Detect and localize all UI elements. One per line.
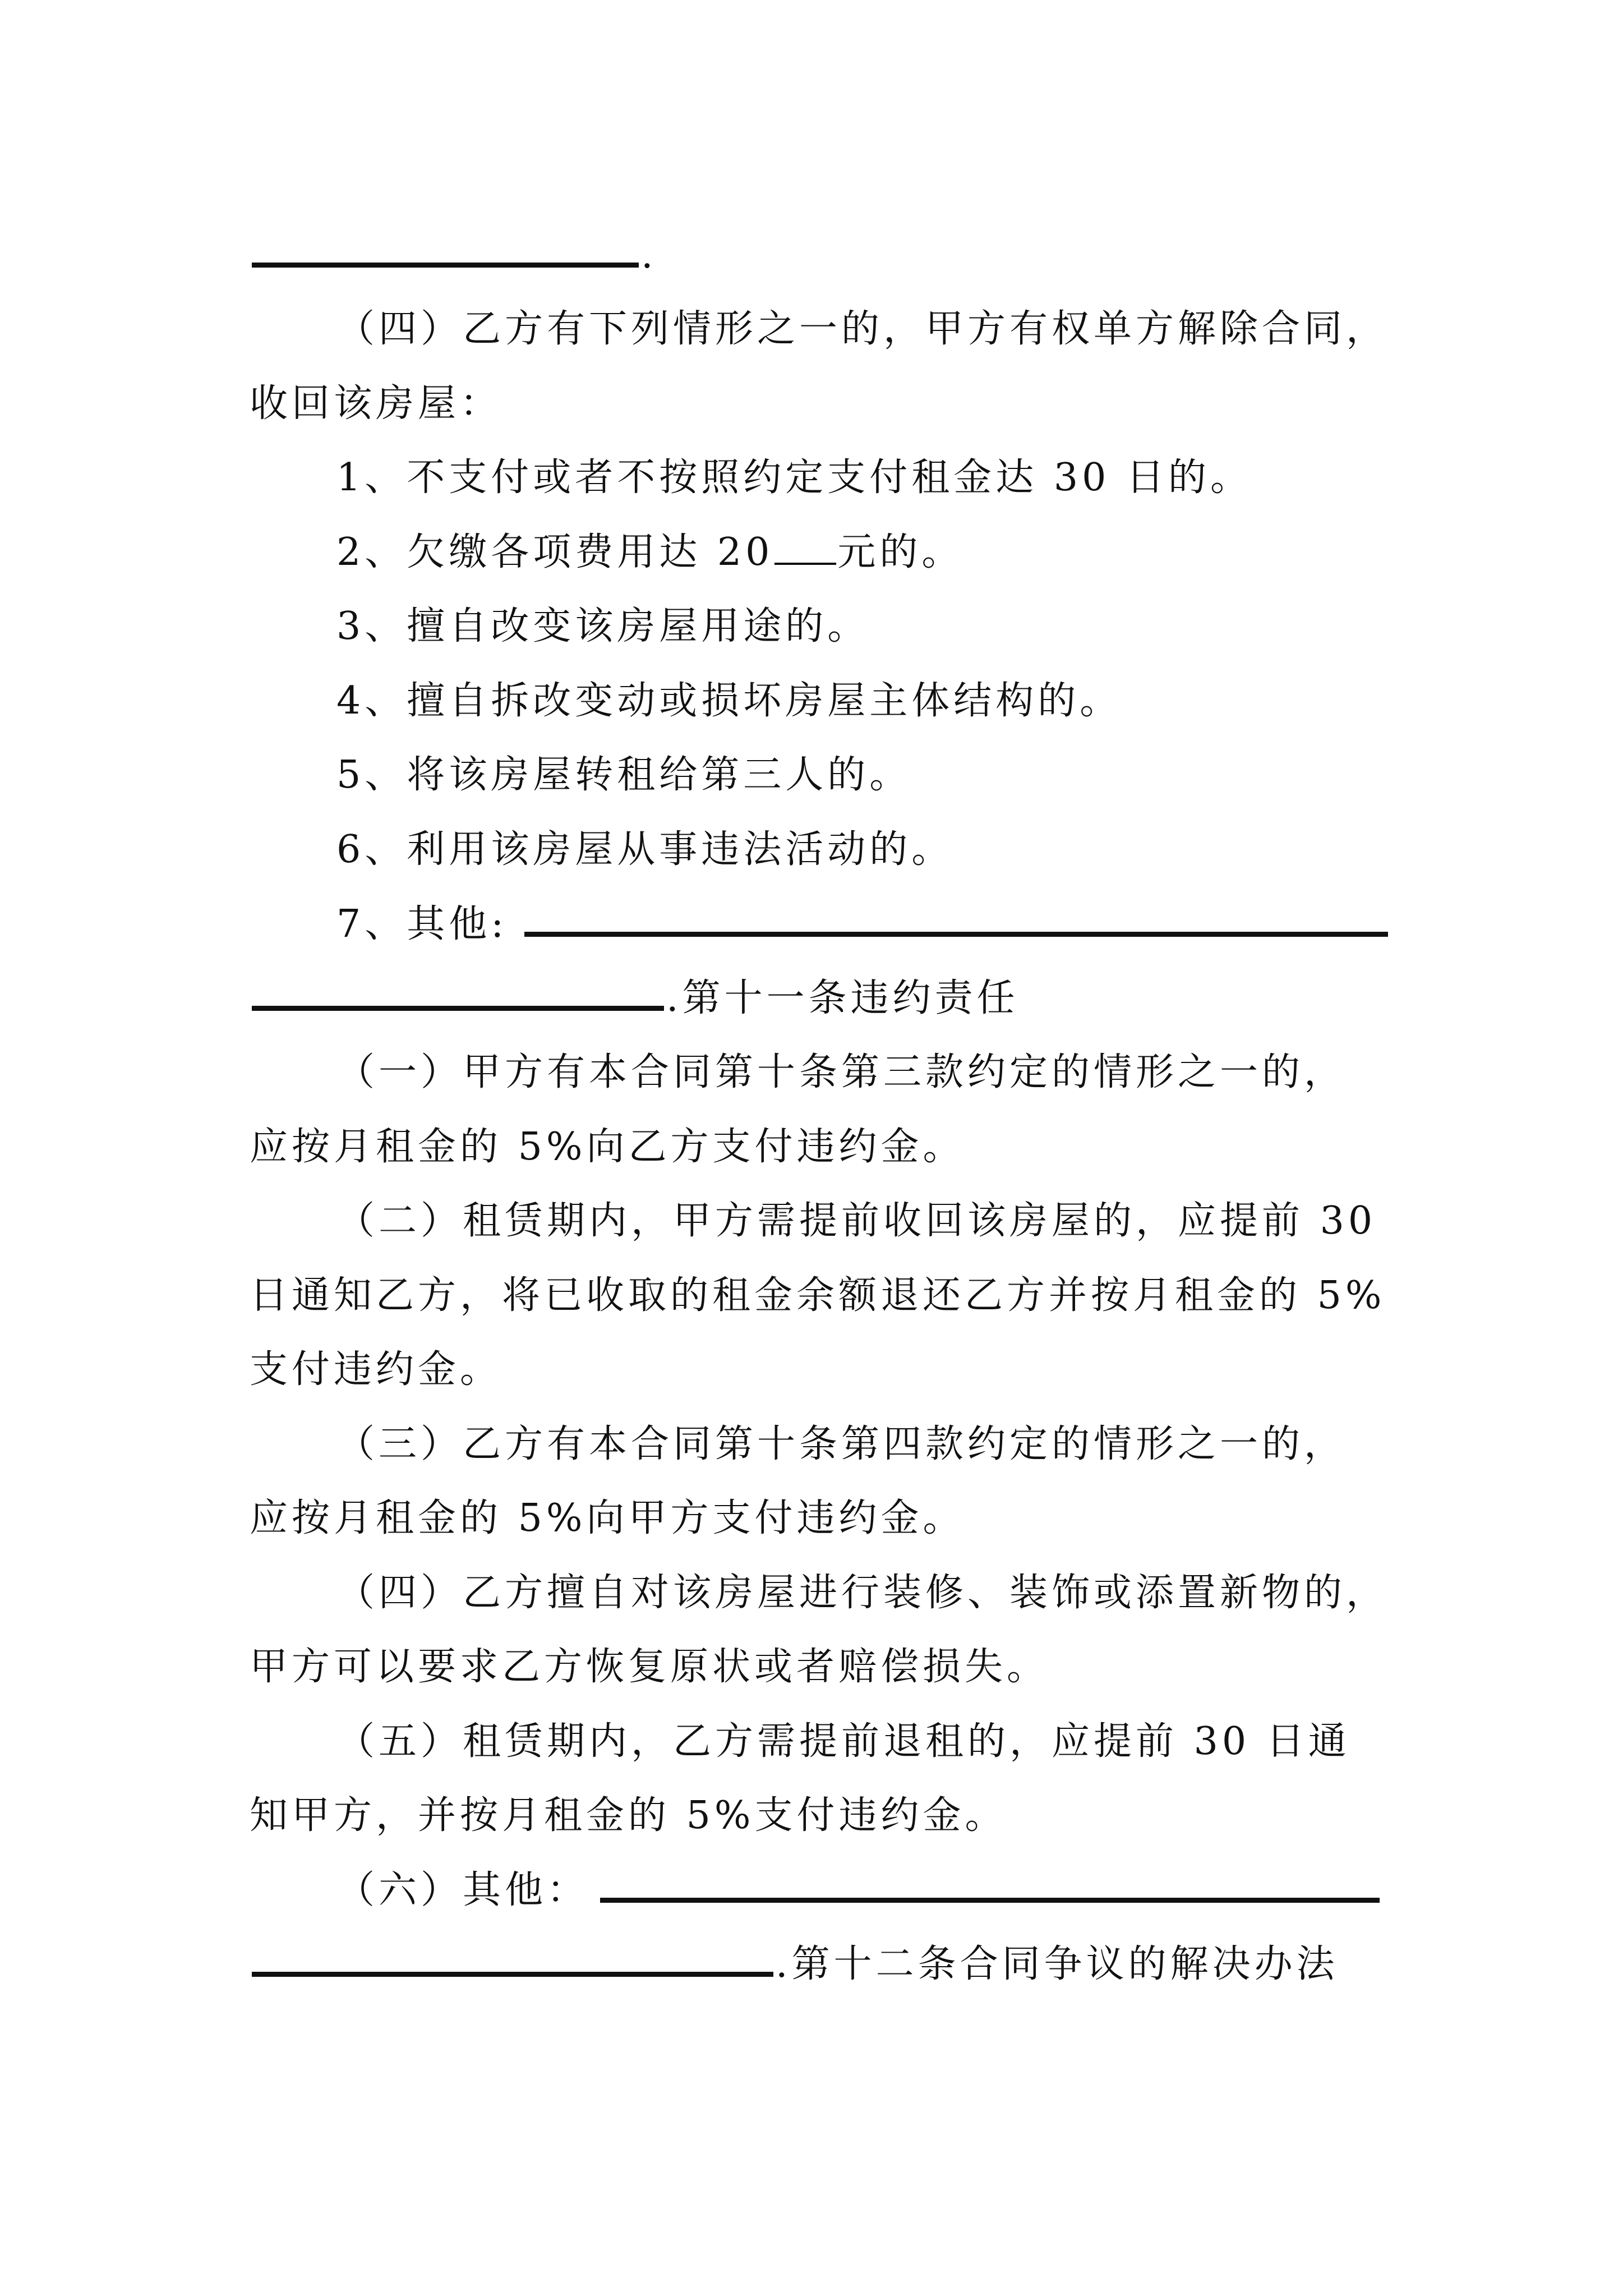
fill-in-blank [252,1006,664,1011]
text-line [250,227,657,283]
text-line [336,1862,1382,1918]
line-text: （二）租赁期内，甲方需提前收回该房屋的，应提前 30 [336,1199,1377,1243]
line-text: 7、其他: [336,902,508,946]
line-text: 日通知乙方，将已收取的租金余额退还乙方并按月租金的 5% [250,1273,1386,1318]
text-line [336,301,1388,357]
text-line [336,524,963,581]
section-heading-line [250,970,1019,1027]
line-text: （五）租赁期内，乙方需提前退租的，应提前 30 日通 [336,1719,1350,1764]
line-text: 4、擅自拆改变动或损坏房屋主体结构的。 [336,679,1122,723]
line-text: 应按月租金的 5%向乙方支付违约金。 [250,1125,965,1169]
line-text: （三）乙方有本合同第十条第四款约定的情形之一的， [336,1422,1347,1466]
text-line [336,822,953,878]
text-line [250,1342,502,1398]
line-text: 应按月租金的 5%向甲方支付违约金。 [250,1496,965,1540]
line-text: 甲方可以要求乙方恢复原状或者赔偿损失。 [250,1645,1049,1689]
section-heading: .第十一条违约责任 [666,976,1019,1020]
text-line [250,1268,1386,1324]
text-line [336,673,1122,729]
line-text: 2、欠缴各项费用达 20 [336,530,774,574]
text-line [250,1639,1049,1695]
line-text: 支付违约金。 [250,1347,502,1392]
line-text: 知甲方，并按月租金的 5%支付违约金。 [250,1793,1007,1838]
line-text: 收回该房屋： [250,381,502,426]
text-line [250,1119,965,1175]
line-text: （一）甲方有本合同第十条第三款约定的情形之一的， [336,1050,1347,1094]
line-text: 3、擅自改变该房屋用途的。 [336,604,870,648]
line-text: 1、不支付或者不按照约定支付租金达 30 日的。 [336,455,1253,500]
line-text: 元的。 [837,530,964,574]
text-line [336,450,1252,506]
line-text: （四）乙方有下列情形之一的，甲方有权单方解除合同， [336,307,1389,351]
fill-in-blank [524,932,1388,937]
text-line [250,1490,965,1547]
text-line [336,1714,1350,1770]
fill-in-blank [252,1972,773,1977]
text-line [336,1193,1376,1249]
fill-in-blank [252,263,639,268]
text-line [336,1565,1388,1621]
text-line [250,1788,1007,1844]
line-text: 6、利用该房屋从事违法活动的。 [336,827,954,872]
section-heading: .第十二条合同争议的解决办法 [776,1942,1339,1986]
line-text: （六）其他： [336,1868,589,1912]
text-line [336,599,869,655]
line-text: （四）乙方擅自对该房屋进行装修、装饰或添置新物的， [336,1571,1389,1615]
fill-in-blank [600,1898,1380,1903]
text-line [336,1045,1346,1101]
line-text: . [641,233,657,277]
section-heading-line [250,1936,1339,1993]
text-line [336,896,1390,953]
text-line [336,747,911,803]
text-line [336,1416,1346,1473]
text-line [250,376,502,432]
line-text: 5、将该房屋转租给第三人的。 [336,753,912,797]
fill-in-blank [774,563,836,565]
